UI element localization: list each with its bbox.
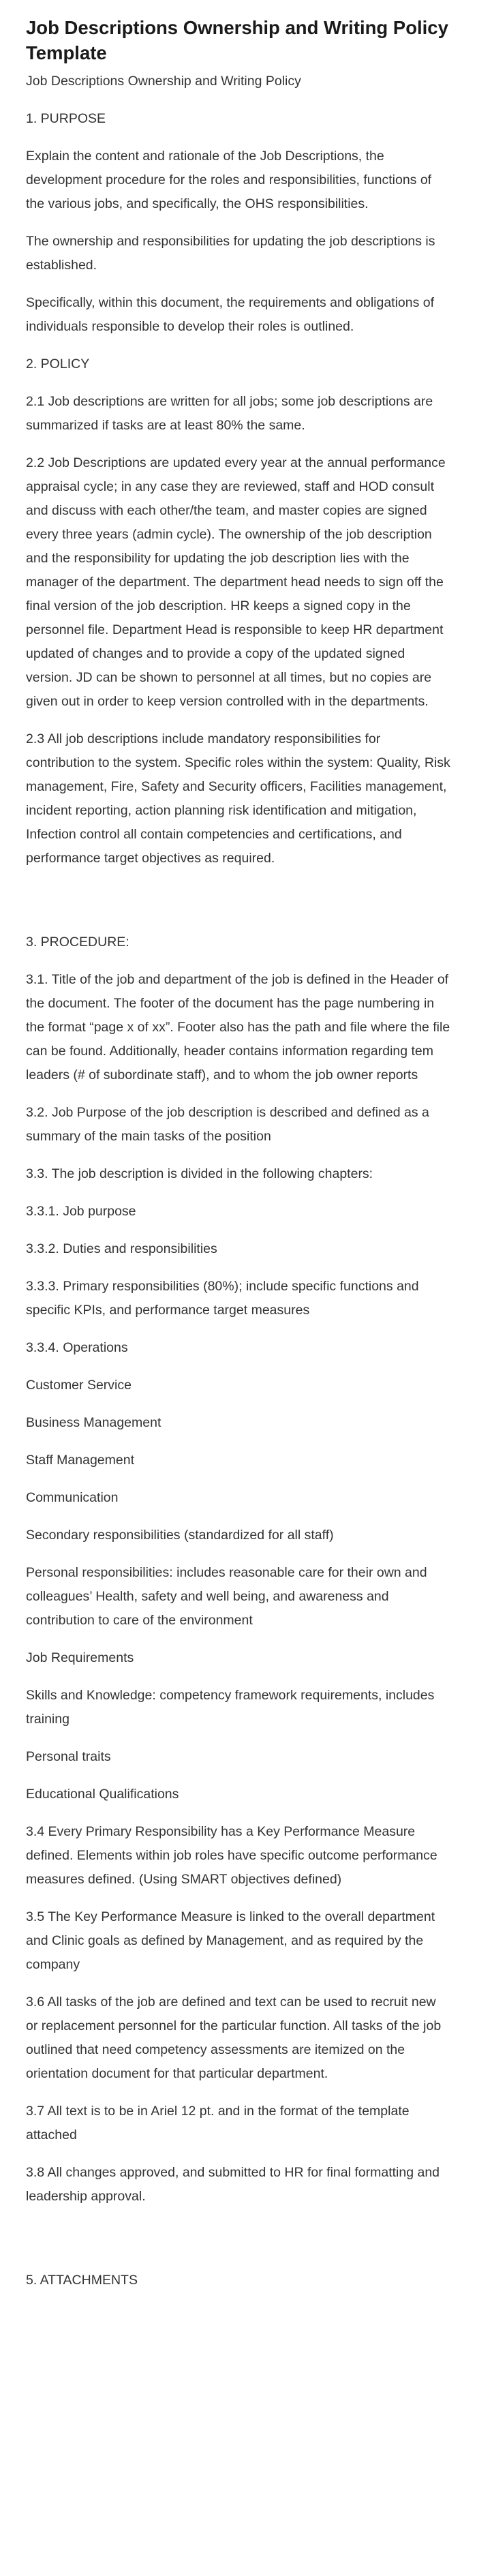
procedure-item-3-3-2: 3.3.2. Duties and responsibilities xyxy=(26,1241,217,1256)
procedure-paragraph-3-4: 3.4 Every Primary Responsibility has a Key Performance Measure defined. Elements within job roles have specific outcome performance measures defined. (Using SMART objectives defined) xyxy=(26,1824,437,1887)
purpose-paragraph-3: Specifically, within this document, the requirements and obligations of individuals responsible to develop their roles is outlined. xyxy=(26,295,435,334)
procedure-paragraph-3-3: 3.3. The job description is divided in the following chapters: xyxy=(26,1166,373,1181)
document-title: Job Descriptions Ownership and Writing Policy Template xyxy=(26,17,448,63)
section-heading-procedure: 3. PROCEDURE: xyxy=(26,935,129,950)
section-heading-purpose: 1. PURPOSE xyxy=(26,111,106,126)
secondary-responsibilities: Secondary responsibilities (standardized for all staff) xyxy=(26,1528,334,1543)
procedure-paragraph-3-6: 3.6 All tasks of the job are defined and text can be used to recruit new or replacement personnel for the particular function. All tasks of the job outlined that need competency assessments are itemized on the orientation document for that particular department. xyxy=(26,1995,442,2081)
educational-qualifications: Educational Qualifications xyxy=(26,1787,179,1802)
operations-item-communication: Communication xyxy=(26,1490,119,1505)
operations-item-staff-management: Staff Management xyxy=(26,1453,134,1468)
skills-and-knowledge: Skills and Knowledge: competency framework requirements, includes training xyxy=(26,1688,435,1727)
procedure-paragraph-3-5: 3.5 The Key Performance Measure is linked to the overall department and Clinic goals as defined by Management, and as required by the company xyxy=(26,1909,435,1972)
section-heading-policy: 2. POLICY xyxy=(26,357,90,372)
operations-item-customer-service: Customer Service xyxy=(26,1378,132,1393)
procedure-paragraph-3-7: 3.7 All text is to be in Ariel 12 pt. and in the format of the template attached xyxy=(26,2104,410,2142)
policy-paragraph-2-2: 2.2 Job Descriptions are updated every year at the annual performance appraisal cycle; in any case they are reviewed, staff and HOD consult and discuss with each other/the team, and master copies are signed every three years (admin cycle). The ownership of the job description and the responsibility for updating the job description lies with the manager of the department. The department head needs to sign off the final version of the job description. HR keeps a signed copy in the personnel file. Department Head is responsible to keep HR department updated of changes and to provide a copy of the updated signed version. JD can be shown to personnel at all times, but no copies are given out in order to keep version controlled with in the departments. xyxy=(26,455,446,709)
procedure-paragraph-3-8: 3.8 All changes approved, and submitted to HR for final formatting and leadership approval. xyxy=(26,2165,440,2204)
procedure-paragraph-3-1: 3.1. Title of the job and department of the job is defined in the Header of the document. The footer of the document has the page numbering in the format “page x of xx”. Footer also has the path and file where the file can be found. Additionally, header contains information regarding tem leaders (# of subordinate staff), and to whom the job owner reports xyxy=(26,972,450,1082)
personal-traits: Personal traits xyxy=(26,1749,111,1764)
job-requirements: Job Requirements xyxy=(26,1650,134,1665)
procedure-item-3-3-1: 3.3.1. Job purpose xyxy=(26,1204,136,1219)
procedure-item-3-3-3: 3.3.3. Primary responsibilities (80%); include specific functions and specific KPIs, and performance target measures xyxy=(26,1279,419,1318)
document-subtitle: Job Descriptions Ownership and Writing Policy xyxy=(26,74,301,89)
purpose-paragraph-1: Explain the content and rationale of the Job Descriptions, the development procedure for the roles and responsibilities, functions of the various jobs, and specifically, the OHS responsibilities. xyxy=(26,149,432,211)
personal-responsibilities: Personal responsibilities: includes reasonable care for their own and colleagues’ Health, safety and well being, and awareness and contribution to care of the environment xyxy=(26,1565,427,1628)
procedure-paragraph-3-2: 3.2. Job Purpose of the job description is described and defined as a summary of the main tasks of the position xyxy=(26,1105,429,1144)
policy-paragraph-2-3: 2.3 All job descriptions include mandatory responsibilities for contribution to the system. Specific roles within the system: Quality, Risk management, Fire, Safety and Security officers, Facilities management, incident reporting, action planning risk identification and mitigation, Infection control all contain competencies and certifications, and performance target objectives as required. xyxy=(26,731,450,866)
operations-item-business-management: Business Management xyxy=(26,1415,161,1430)
purpose-paragraph-2: The ownership and responsibilities for updating the job descriptions is established. xyxy=(26,234,435,273)
section-heading-attachments: 5. ATTACHMENTS xyxy=(26,2273,138,2288)
procedure-item-3-3-4: 3.3.4. Operations xyxy=(26,1340,128,1355)
policy-paragraph-2-1: 2.1 Job descriptions are written for all jobs; some job descriptions are summarized if tasks are at least 80% the same. xyxy=(26,394,433,433)
